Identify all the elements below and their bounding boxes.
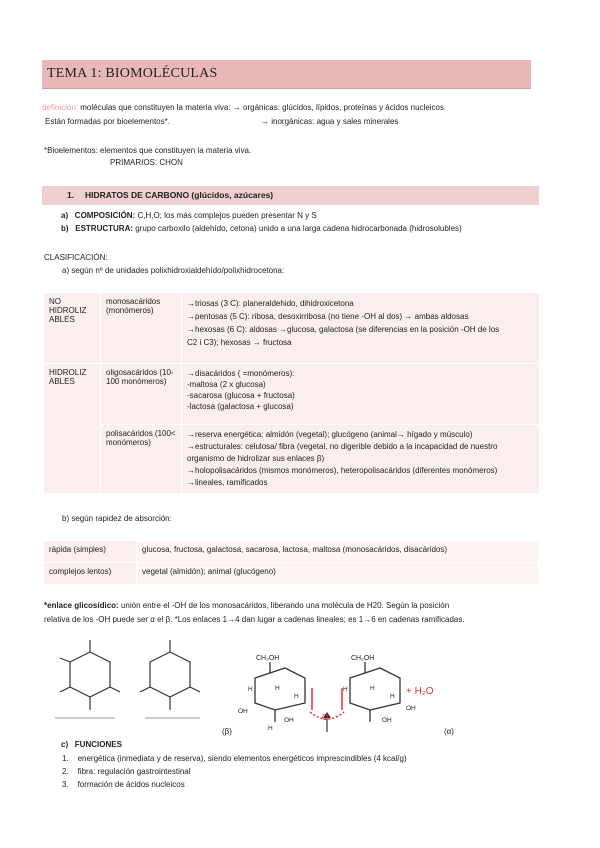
svg-text:H: H	[343, 686, 348, 693]
poli-line: →holopolisacáridos (mismos monómeros), heteropolisacáridos (diferentes monómeros)	[187, 466, 498, 475]
function-number: 1.	[62, 754, 69, 763]
glycosidic-line-1	[44, 601, 449, 610]
svg-text:H: H	[268, 725, 273, 732]
function-item	[62, 754, 407, 763]
mono-line: →hexosas (6 C): aldosas →glucosa, galactosa (se diferencias en la posición -OH de los	[187, 325, 500, 334]
hidrolizables-cell	[44, 364, 101, 494]
composition-label: COMPOSICIÓN:	[74, 211, 136, 220]
svg-text:H: H	[370, 685, 375, 692]
poli-line: →reserva energética: almidón (vegetal); glucógeno (animal→ hígado y músculo)	[187, 430, 473, 439]
absorption-key: rápida (simples)	[44, 541, 137, 563]
classification-sub-a: a) según nº de unidades polixhidroxialdehído/polixhidrocetona:	[62, 266, 285, 275]
composition-letter: a)	[61, 211, 69, 220]
composition-text: C,H,O; los más complejos pueden presentar N y S	[137, 211, 317, 220]
svg-text:H: H	[275, 685, 280, 692]
structure-text: grupo carboxilo (aldehído, cetona) unido a una larga cadena hidrocarbonada (hidrosolubles)	[135, 224, 462, 233]
bioelements-note: *Bioelementos: elementos que constituyen la materia viva.	[44, 146, 252, 155]
beta-sugar-sketch	[50, 632, 220, 724]
oligo-line: →disacáridos ( =monómeros):	[187, 369, 295, 378]
classification-heading: CLASIFICACIÓN:	[44, 253, 108, 262]
function-text: energética (inmediata y de reserva), siendo elementos energéticos imprescindibles (4 kcal/g)	[77, 754, 407, 763]
ch2oh-left: CH₂OH	[256, 655, 280, 662]
definition-line	[42, 103, 444, 112]
svg-text:H: H	[294, 693, 299, 700]
functions-title: FUNCIONES	[74, 740, 122, 749]
function-text: fibra: regulación gastrointestinal	[77, 767, 191, 776]
absorption-key: complejos lentos)	[44, 563, 137, 585]
oligosacaridos-label: oligosacáridos (10-100 monómeros)	[106, 368, 174, 386]
absorption-value: glucosa, fructosa, galactosa, sacarosa, lactosa, maltosa (monosacáridos, disacáridos)	[137, 541, 540, 563]
function-item	[62, 780, 185, 789]
bioelements-line: Están formadas por bioelementos*.	[45, 117, 170, 126]
monosacaridos-cell	[101, 293, 182, 364]
section-header	[42, 186, 539, 205]
structure-label: ESTRUCTURA:	[75, 224, 134, 233]
no-hidrolizables-cell	[44, 293, 101, 364]
no-hidrolizables-label: NO HIDROLIZ ABLES	[49, 297, 87, 324]
glycosidic-text-1: unión entre el -OH de los monosacáridos, liberando una molécula de H20. Según la posición	[120, 601, 450, 610]
svg-text:OH: OH	[238, 708, 248, 715]
svg-text:OH: OH	[284, 717, 294, 724]
oligosacaridos-cell	[101, 364, 182, 425]
mono-line: C2 i C3); hexosas → fructosa	[187, 338, 292, 347]
absorption-value: vegetal (almidón); animal (glucógeno)	[137, 563, 540, 585]
polisacaridos-cell	[101, 425, 182, 494]
classification-table	[43, 292, 540, 494]
poli-line: organismo de hidrolizar sus enlaces β)	[187, 454, 325, 463]
ring-right	[350, 668, 400, 710]
inorganic-line: → inorgánicas: agua y sales minerales	[261, 117, 399, 126]
functions-letter: c)	[61, 740, 69, 749]
function-number: 3.	[62, 780, 69, 789]
beta-label: (β)	[222, 727, 232, 736]
poli-line: →lineales, ramificados	[187, 478, 268, 487]
glycosidic-line-2: relativa de los -OH puede ser α el β. *Los enlaces 1→4 dan lugar a cadenas lineales; es 1→6 en cadenas ramificadas.	[44, 615, 465, 624]
oxygen-bridge: O	[322, 713, 329, 722]
disaccharide-diagram	[230, 648, 450, 732]
definition-label: definición:	[42, 103, 79, 112]
title-bar	[42, 60, 531, 89]
function-number: 2.	[62, 767, 69, 776]
polisacaridos-detail	[182, 425, 540, 494]
glycosidic-label: *enlace glicosídico:	[44, 601, 119, 610]
water-label: + H₂O	[406, 686, 434, 697]
hidrolizables-label: HIDROLIZ ABLES	[49, 368, 87, 386]
absorption-table	[43, 540, 540, 585]
page-title: TEMA 1: BIOMOLÉCULAS	[47, 66, 218, 81]
ch2oh-right: CH₂OH	[351, 655, 375, 662]
structure-letter: b)	[61, 224, 69, 233]
function-text: formación de ácidos nucleicos	[77, 780, 185, 789]
svg-text:H: H	[248, 686, 253, 693]
functions-heading	[61, 740, 122, 749]
oligo-line: -sacarosa (glucosa + fructosa)	[187, 391, 295, 400]
mono-line: →triosas (3 C): planeraldehido, dihidroxicetona	[187, 299, 354, 308]
svg-text:OH: OH	[382, 717, 392, 724]
polisacaridos-label: polisacáridos (100< monómeros)	[106, 429, 176, 447]
alpha-label: (α)	[444, 727, 454, 736]
primary-elements: PRIMARIOS: CHON	[110, 158, 183, 167]
svg-text:H: H	[390, 693, 395, 700]
monosacaridos-label: monosacáridos (monómeros)	[106, 297, 161, 315]
oligo-line: -maltosa (2 x glucosa)	[187, 380, 266, 389]
oligo-line: -lactosa (galactosa + glucosa)	[187, 402, 294, 411]
ring-left	[255, 668, 305, 710]
section-title: HIDRATOS DE CARBONO (glúcidos, azúcares)	[85, 190, 274, 200]
section-number: 1.	[67, 190, 75, 200]
structure-line	[61, 224, 462, 233]
monosacaridos-detail	[182, 293, 540, 364]
definition-text: moléculas que constituyen la materia viva: → orgánicas: glúcidos, lípidos, proteínas y ácidos nucleicos	[80, 103, 445, 112]
composition-line	[61, 211, 317, 220]
function-item	[62, 767, 191, 776]
svg-text:OH: OH	[406, 705, 416, 712]
classification-sub-b: b) según rapidez de absorción:	[62, 514, 172, 523]
oligosacaridos-detail	[182, 364, 540, 425]
mono-line: →pentosas (5 C): ribosa, desoxirribosa (no tiene -OH al dos) → ambas aldosas	[187, 312, 469, 321]
poli-line: →estructurales: celulosa/ fibra (vegetal, no digerible debido a la incapacidad de nuestro	[187, 442, 498, 451]
